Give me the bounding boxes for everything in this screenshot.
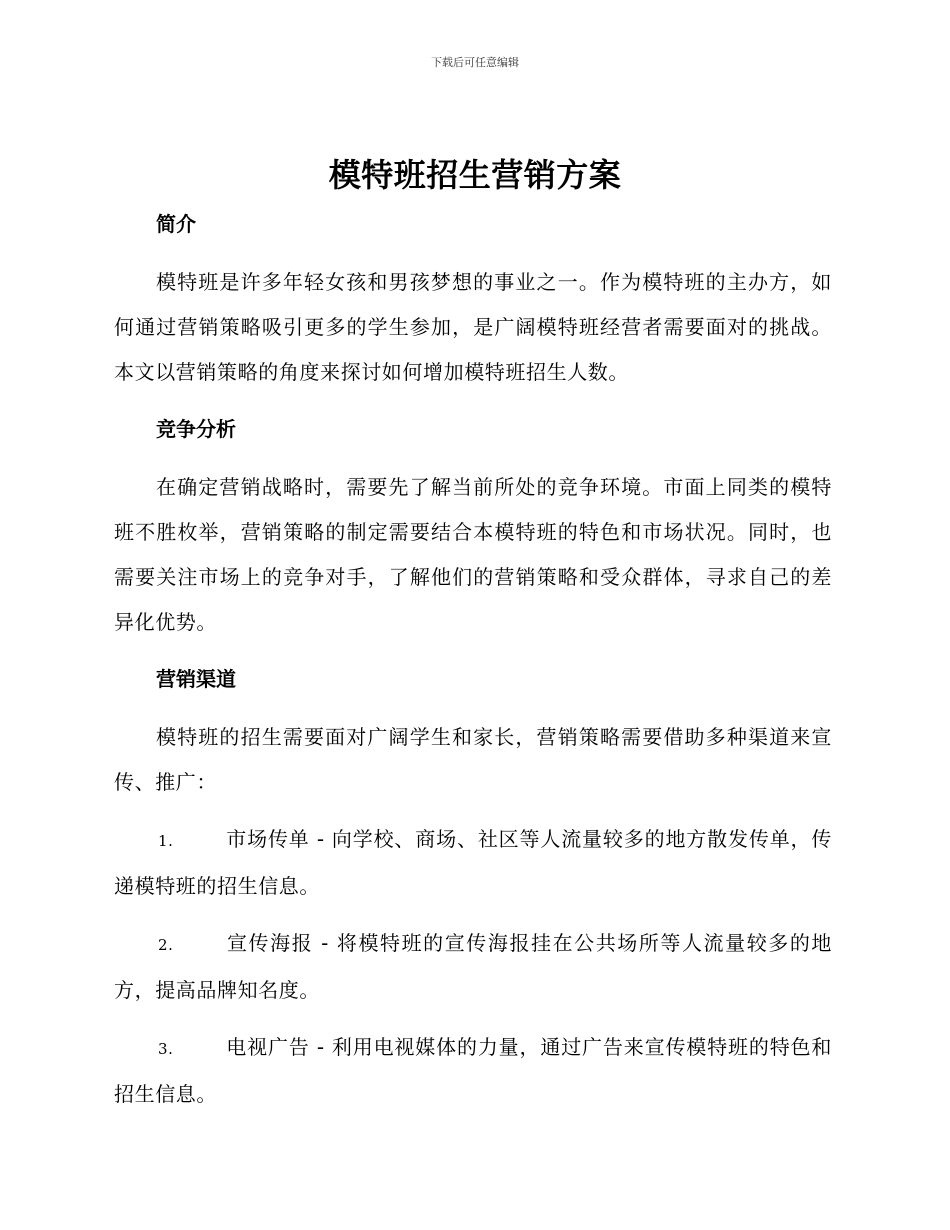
document-title: 模特班招生营销方案 [328, 156, 622, 194]
paragraph-channels: 模特班的招生需要面对广阔学生和家长，营销策略需要借助多种渠道来宣传、推广： [114, 725, 832, 794]
list-item [114, 921, 832, 1013]
section-heading-competition: 竞争分析 [156, 417, 236, 441]
page-header: 下载后可任意编辑 [431, 56, 519, 69]
list-item-text: 市场传单 - 向学校、商场、社区等人流量较多的地方散发传单，传递模特班的招生信息。 [114, 827, 832, 898]
list-item-number: 3. [158, 1040, 174, 1058]
paragraph-competition: 在确定营销战略时，需要先了解当前所处的竞争环境。市面上同类的模特班不胜枚举，营销策略的制定需要结合本模特班的特色和市场状况。同时，也需要关注市场上的竞争对手，了解他们的营销策略和受众群体，寻求自己的差异化优势。 [114, 475, 832, 634]
list-item-number: 1. [158, 832, 174, 850]
list-item [114, 1025, 832, 1117]
list-item-text: 宣传海报 - 将模特班的宣传海报挂在公共场所等人流量较多的地方，提高品牌知名度。 [114, 931, 832, 1002]
list-item-text: 电视广告 - 利用电视媒体的力量，通过广告来宣传模特班的特色和招生信息。 [114, 1035, 832, 1106]
section-heading-channels: 营销渠道 [156, 667, 236, 691]
document-body [114, 202, 832, 1117]
list-item [114, 817, 832, 909]
list-item-number: 2. [158, 936, 174, 954]
section-heading-intro: 简介 [156, 212, 196, 236]
paragraph-intro: 模特班是许多年轻女孩和男孩梦想的事业之一。作为模特班的主办方，如何通过营销策略吸引更多的学生参加，是广阔模特班经营者需要面对的挑战。本文以营销策略的角度来探讨如何增加模特班招生人数。 [114, 270, 832, 384]
